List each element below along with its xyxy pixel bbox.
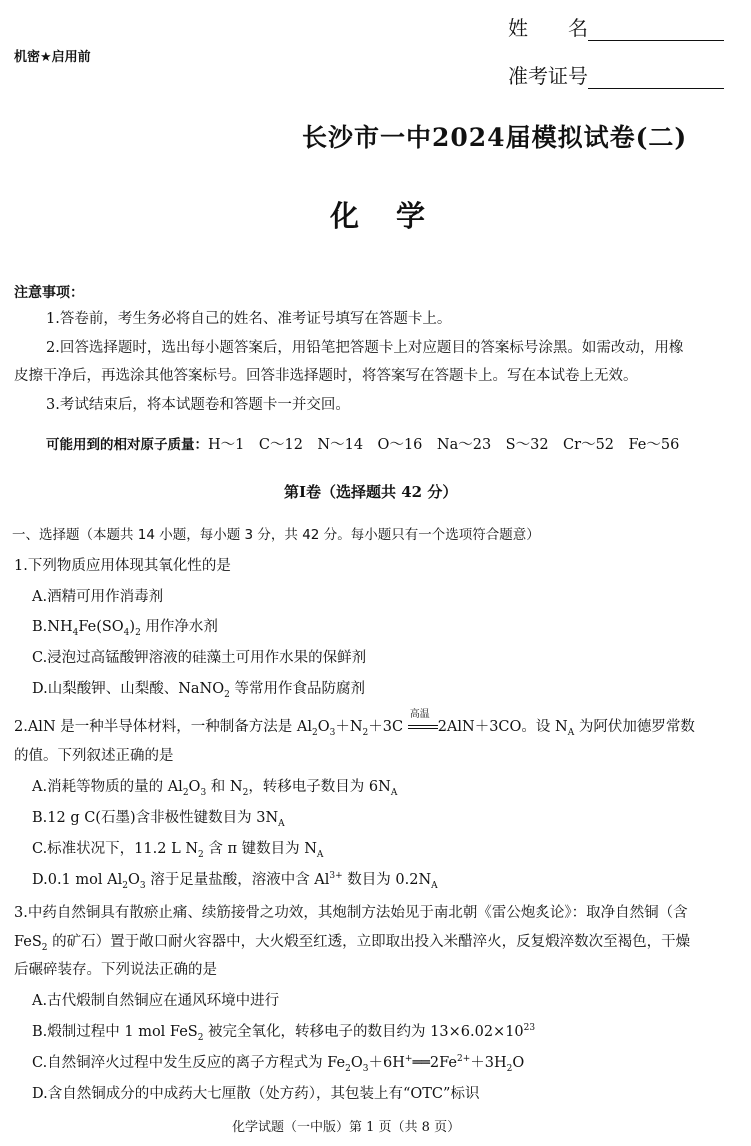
atomic-masses [46,435,679,455]
q2-option-d: D.0.1 mol $Al_2O_3$ 溶于足量盐酸，溶液中含 $Al^{3+}$ 数目为 $0.2N_A$ [32,871,438,891]
name-label: 姓 名 [508,16,588,40]
part-title: 第Ⅰ卷（选择题共 42 分） [284,483,458,501]
section-title: 一、选择题（本题共 14 小题，每小题 3 分，共 42 分。每小题只有一个选项符合题意） [12,527,540,543]
q3-option-c: C.自然铜淬火过程中发生反应的离子方程式为 $Fe_2O_3+6H^+══2Fe^{2+}+3H_2O$ [32,1054,525,1074]
page-title: 长沙市一中2024届模拟试卷(二) [302,123,688,152]
name-blank[interactable] [588,18,724,41]
notice-heading: 注意事项： [14,285,84,301]
q3-option-a: A.古代煅制自然铜应在通风环境中进行 [32,993,280,1009]
q3-stem-cont: FeS$_2$ 的矿石）置于敞口耐火容器中，大火煅至红透，立即取出投入米醋淬火，反复煅淬数次至褐色，干燥 [14,934,691,953]
q1-option-b: $B.NH_4Fe(SO_4)_2$ 用作净水剂 [32,619,218,638]
atomic-masses-label: 可能用到的相对原子质量： [46,437,208,453]
subject-title: 化 学 [330,199,430,233]
name-field [508,12,724,41]
q3-option-b: B.煅制过程中 1 mol FeS$_2$ 被完全氧化，转移电子的数目约为 $13\times 6.02\times 10^{23}$ [32,1023,536,1043]
q3-stem-cont: 后碾碎装存。下列说法正确的是 [14,962,217,978]
q3-stem: 3.中药自然铜具有散瘀止痛、续筋接骨之功效，其炮制方法始见于南北朝《雷公炮炙论》：取净自然铜（含 [14,905,688,921]
q2-option-a: A.消耗等物质的量的 $Al_2O_3$ 和 $N_2$，转移电子数目为 $6N_A$ [32,779,398,798]
notice-item: 皮擦干净后，再选涂其他答案标号。回答非选择题时，将答案写在答题卡上。写在本试卷上无效。 [14,368,638,384]
q1-stem: 1.下列物质应用体现其氧化性的是 [14,558,231,574]
q1-option-d: D.山梨酸钾、山梨酸、NaNO$_2$ 等常用作食品防腐剂 [32,681,365,700]
atomic-masses-values: H～1 C～12 N～14 O～16 Na～23 S～32 Cr～52 Fe～56 [208,437,680,453]
notice-item: 1.答卷前，考生务必将自己的姓名、准考证号填写在答题卡上。 [46,311,452,327]
secret-label: 机密★启用前 [14,50,91,65]
q2-option-c: C.标准状况下，11.2 L $N_2$ 含 π 键数目为 $N_A$ [32,841,324,860]
reaction-condition: 高温 [408,717,438,737]
notice-item: 2.回答选择题时，选出每小题答案后，用铅笔把答题卡上对应题目的答案标号涂黑。如需改动，用橡 [46,340,684,356]
exam-id-label: 准考证号 [508,64,588,88]
q2-option-b: B.12 g C(石墨)含非极性键数目为 $3N_A$ [32,810,285,829]
q2-stem: 2.AlN 是一种半导体材料，一种制备方法是 $Al_2O_3+N_2+3C$ 高温 2AlN＋3CO。设 $N_A$ 为阿伏加德罗常数 [14,709,695,738]
q1-option-c: C.浸泡过高锰酸钾溶液的硅藻土可用作水果的保鲜剂 [32,650,367,666]
q3-option-d: D.含自然铜成分的中成药大七厘散（处方药），其包装上有“OTC”标识 [32,1086,480,1102]
exam-id-field [508,60,724,89]
page-footer: 化学试题（一中版）第 1 页（共 8 页） [232,1120,461,1135]
q1-option-a: A.酒精可用作消毒剂 [32,589,164,605]
exam-id-blank[interactable] [588,66,724,89]
notice-item: 3.考试结束后，将本试题卷和答题卡一并交回。 [46,397,350,413]
q2-stem-cont: 的值。下列叙述正确的是 [14,748,174,764]
